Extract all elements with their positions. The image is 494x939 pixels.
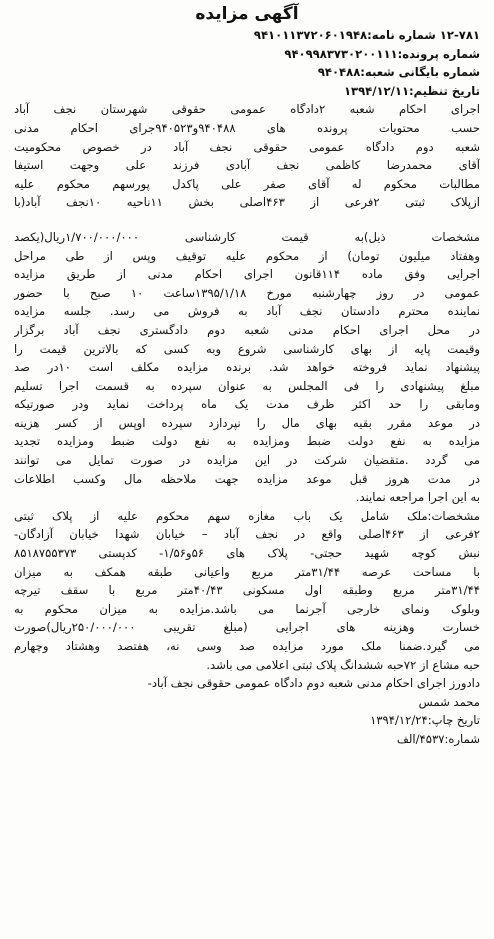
notice-title: آگهی مزایده	[195, 4, 299, 24]
body-line: اجرایی وفق ماده ۱۱۴قانون اجرای احکام مدنی از طریق مزایده	[14, 267, 480, 282]
body-line: وهفتاد میلیون تومان) از محکوم علیه توقیف وپس از طی مراحل	[14, 248, 480, 263]
body-line: به این اجرا مراجعه نمایند.	[355, 490, 480, 505]
print-info	[14, 711, 480, 748]
print-date: تاریخ چاپ:۱۳۹۴/۱۲/۲۴	[370, 713, 480, 728]
body-line: مشخصات ذیل)به قیمت کارشناسی ۱/۷۰۰/۰۰۰/۰۰۰ریال(یکصد	[14, 229, 480, 244]
body-line: می گردد .متقضیان شرکت در این مزایده در صورت تمایل می توانند	[14, 453, 480, 468]
body-line: مطالبات محکوم له آقای صفر علی پاکدل پورسهم محکوم علیه	[14, 176, 480, 191]
letter-number: ۱۲-۷۸۱ شماره نامه:۹۴۱۰۱۱۳۷۲۰۶۰۱۹۴۸	[253, 28, 480, 42]
signer-name: محمد شمس	[418, 694, 480, 709]
signature-title: دادورز اجرای احکام مدنی شعبه دوم دادگاه عمومی حقوقی نجف آباد-	[147, 676, 480, 691]
case-number: شماره پرونده:۹۴۰۹۹۸۳۷۳۰۲۰۰۱۱۱	[284, 46, 480, 61]
body-line: خسارت وهزینه های اجرایی (مبلغ تقریبی ۲۵۰/۰۰۰/۰۰۰ریال)صورت	[14, 620, 480, 635]
notice-intro	[14, 100, 480, 212]
body-line: ۲فرعی از ۴۶۳اصلی واقع در نجف آباد – خیابان شهدا خیابان آزادگان-	[14, 527, 480, 542]
body-line: شعبه دوم دادگاه عمومی حقوقی نجف آباد در خصوص محکومیت	[14, 139, 480, 154]
body-line: ومابقی را حد اکثر ظرف مدت یک ماه پرداخت نماید ودر صورتیکه	[14, 397, 480, 412]
signature-block	[14, 674, 480, 711]
notice-terms	[14, 228, 480, 507]
body-line: مزایده به نفع دولت ضبط ومزایده به نفع دولت ضبط ومزایده تجدید	[14, 434, 480, 449]
notice-number: شماره:۴۵۳۷/الف	[396, 731, 480, 746]
body-line: حبه مشاع از ۷۲حبه ششدانگ پلاک ثبتی اعلامی می باشد.	[206, 657, 480, 672]
body-line: نبش کوچه شهید حجتی- پلاک های ۵۶و۱/۵۶- کدپستی ۸۵۱۸۷۵۵۳۷۳	[14, 546, 480, 561]
notice-header	[14, 26, 480, 100]
body-line: حسب محتویات پرونده های ۹۴۰۴۸۸و۹۴۰۵۲۳جرای احکام مدنی	[14, 120, 480, 135]
body-line: با مساحت عرصه ۳۱/۴۴متر مربع واعیانی طبقه همکف به میزان	[14, 564, 480, 579]
body-line: نماینده محترم دادستان نجف آباد به فروش می رسد. جلسه مزایده	[14, 304, 480, 319]
body-line: در محل اجرای احکام مدنی شعبه دوم دادگستری نجف آباد برگزار	[14, 322, 480, 337]
body-line: مشخصات:ملک شامل یک باب مغازه سهم محکوم علیه از پلاک ثبتی	[14, 508, 480, 523]
body-line: عمومی در روز چهارشنبه مورخ ۱۳۹۵/۱/۱۸ساعت ۱۰ صبح با حضور	[14, 285, 480, 300]
body-line: در مدت هروز قبل موعد مزایده جهت ملاحظه مال وکسب اطلاعات	[14, 471, 480, 486]
body-line: اجرای احکام شعبه ۲دادگاه عمومی حقوقی شهرستان نجف آباد	[14, 102, 480, 117]
body-line: مبلغ پیشنهادی را فی المجلس به عنوان سپرده به قسمت اجرا تسلیم	[14, 378, 480, 393]
body-line: در موعد مقرر بقیه بهای مال را نپردازد سپرده اوپس از کسر هزینه	[14, 415, 480, 430]
body-line: وقیمت پایه از بهای کارشناسی شروع وبه کسی که بالاترین قیمت را	[14, 341, 480, 356]
body-line: ۳۱/۴۴متر مربع وطبقه اول مسکونی ۴۰/۴۳متر مربع با سقف تیرچه	[14, 583, 480, 598]
body-line: می گیرد.ضمنا ملک مورد مزایده صد وسی نه، هفتصد وهشتاد وچهارم	[14, 639, 480, 653]
property-specs	[14, 507, 480, 674]
column-break	[14, 212, 480, 228]
body-line: وبلوک ونمای خارجی آجرنما می باشد.مزایده به میزان محکوم به	[14, 601, 480, 616]
body-line: آقای محمدرضا کاظمی نجف آبادی فرزند علی وجهت استیفا	[14, 158, 480, 173]
body-line: پیشنهاد نماید فروخته خواهد شد. برنده مزایده مکلف است ۱۰در صد	[14, 360, 480, 375]
archive-number: شماره بایگانی شعبه:۹۴۰۴۸۸	[317, 65, 480, 80]
issue-date: تاریخ تنظیم:۱۳۹۴/۱۲/۱۱	[343, 83, 480, 98]
body-line: ازپلاک ثبتی ۲فرعی از ۴۶۳اصلی بخش ۱۱ناحیه ۱۰نجف آباد(با	[14, 195, 480, 210]
